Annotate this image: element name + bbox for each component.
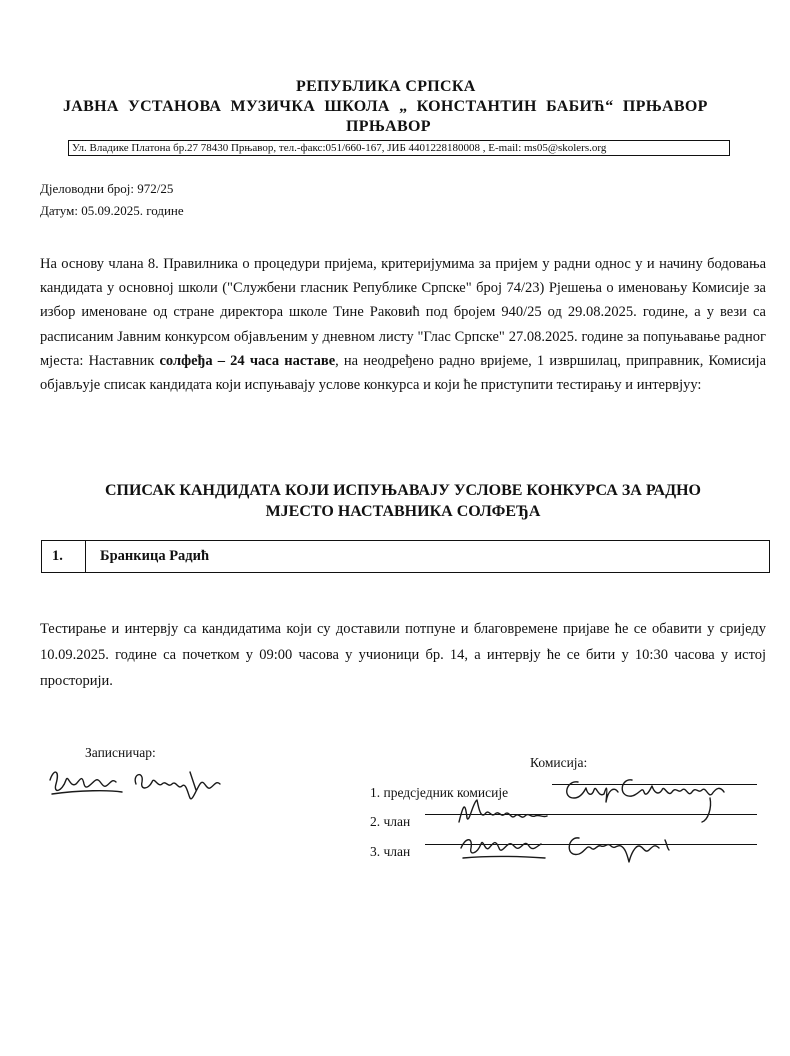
commission-label: Комисија: (530, 755, 588, 770)
candidate-name: Бранкица Радић (100, 548, 210, 564)
candidate-number: 1. (42, 541, 86, 572)
commission-member-1: 1. предсједник комисије (370, 785, 509, 800)
list-title-line-2: МЈЕСТО НАСТАВНИКА СОЛФЕЂА (265, 503, 541, 520)
candidate-table-row (41, 540, 770, 573)
list-title (40, 480, 766, 522)
recorder-label: Записничар: (85, 745, 156, 760)
intro-text-after: , на неодређено радно вријеме, 1 извршилац, приправник, Комисија објављује списак кандидата који испуњавају услове конкурса и који ће приступити тестирању и интервјуу: (40, 352, 767, 394)
testing-paragraph: Тестирање и интервју са кандидатима који су доставили потпуне и благовремене пријаве ће се обавити у сриједу 10.09.2025. године са почетком у 09:00 часова у учионици бр. 14, а интервју ће се бити у 10:30 часова у истој просторији. (40, 621, 766, 689)
list-title-line-1: СПИСАК КАНДИДАТА КОЈИ ИСПУЊАВАЈУ УСЛОВЕ КОНКУРСА ЗА РАДНО (104, 482, 701, 499)
header-town: ПРЊАВОР (346, 118, 431, 135)
intro-text-bold: солфеђа – 24 часа наставе (159, 352, 336, 369)
president-signature (560, 768, 750, 828)
document-date: Датум: 05.09.2025. године (40, 203, 184, 218)
reference-number: Дјеловодни број: 972/25 (40, 181, 174, 196)
recorder-signature (40, 760, 240, 805)
header-republic: РЕПУБЛИКА СРПСКА (296, 78, 476, 95)
member-3-signature (455, 824, 695, 869)
intro-text-before: На основу члана 8. Правилника о процедури пријема, критеријумима за пријем у радни однос у и начину бодовања кандидата у основној школи ("Службени гласник Републике Српске" број 74/23) Рјешења о именовању Комисије за избор именоване од стране директора школе Тине Раковић под бројем 940/25 од 29.08.2025. године, а у вези са расписаним Јавним конкурсом објављеним у дневном листу "Глас Српске" 27.08.2025. године за попуњавање радног мјеста: Наставник (40, 256, 766, 369)
intro-paragraph (40, 252, 766, 397)
contact-box: Ул. Владике Платона бр.27 78430 Прњавор, тел.-факс:051/660-167, ЈИБ 4401228180008 , E-mail: ms05@skolers.org (68, 140, 730, 156)
header-institution: ЈАВНА УСТАНОВА МУЗИЧКА ШКОЛА „ КОНСТАНТИН БАБИЋ“ ПРЊАВОР (63, 98, 708, 115)
commission-member-3: 3. члан (370, 844, 411, 859)
commission-member-2: 2. члан (370, 814, 411, 829)
